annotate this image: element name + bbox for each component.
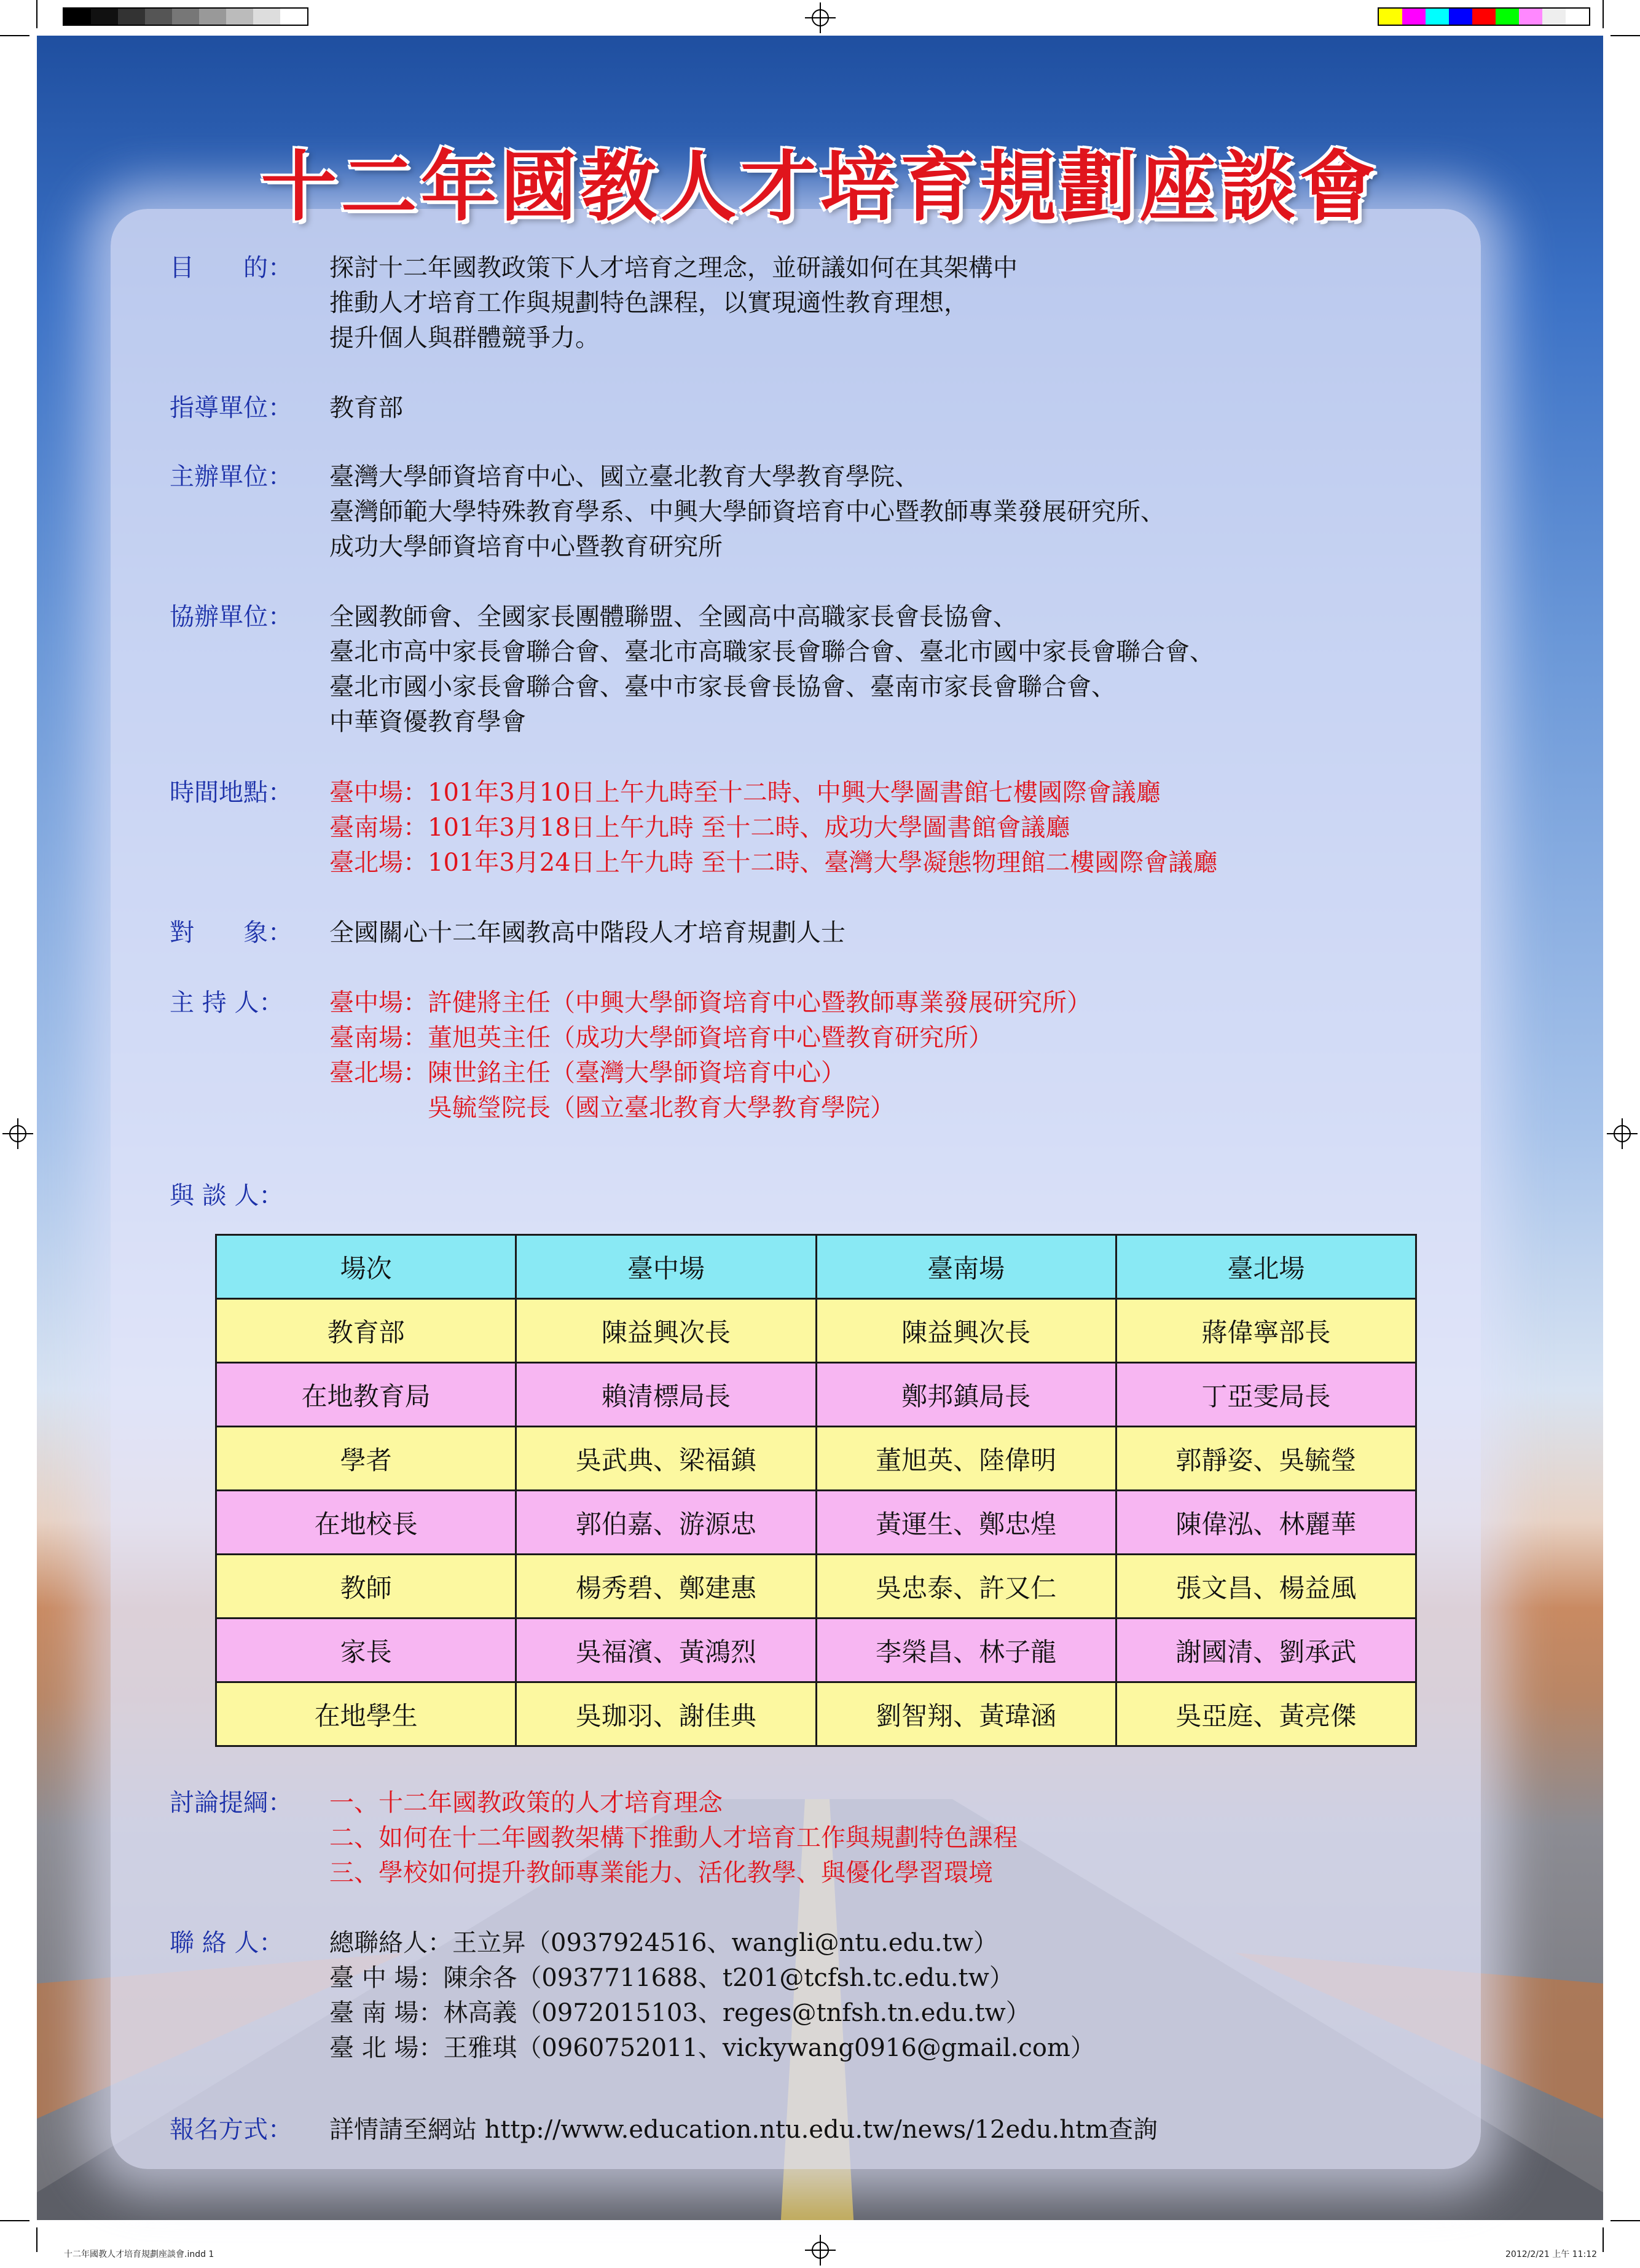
table-cell: 吳忠泰、許又仁 — [816, 1555, 1116, 1619]
crop-mark — [36, 0, 37, 28]
purpose-line: 探討十二年國教政策下人才培育之理念，並研議如何在其架構中 — [329, 254, 1018, 282]
table-cell: 吳亞庭、黃亮傑 — [1116, 1682, 1416, 1746]
contact-line: 臺 中 場：陳余各（0937711688、t201@tcfsh.tc.edu.tw） — [329, 1964, 1014, 1992]
hosts-label: 主 持 人： — [170, 989, 284, 1017]
purpose-line: 推動人才培育工作與規劃特色課程，以實現適性教育理想， — [329, 289, 968, 317]
table-row — [216, 1427, 1416, 1491]
table-cell: 郭靜姿、吳毓瑩 — [1116, 1427, 1416, 1491]
table-cell: 吳珈羽、謝佳典 — [516, 1682, 816, 1746]
co-organizer-label: 協辦單位： — [170, 603, 292, 631]
table-cell: 李榮昌、林子龍 — [816, 1619, 1116, 1682]
registration-mark-bottom — [805, 2235, 836, 2266]
co-organizer-line: 臺北市國小家長會聯合會、臺中市家長會長協會、臺南市家長會聯合會、 — [329, 673, 1116, 701]
crop-mark — [1603, 2227, 1604, 2252]
file-slug: 十二年國教人才培育規劃座談會.indd 1 — [64, 2250, 214, 2259]
schedule-label: 時間地點： — [170, 779, 292, 807]
hosts-line: 臺中場：許健將主任（中興大學師資培育中心暨教師專業發展研究所） — [329, 989, 1091, 1017]
table-cell: 家長 — [216, 1619, 516, 1682]
table-header-cell: 臺中場 — [516, 1235, 816, 1299]
registration-link[interactable]: 詳情請至網站 http://www.education.ntu.edu.tw/news/12edu.htm查詢 — [329, 2116, 1158, 2144]
table-row — [216, 1555, 1416, 1619]
table-cell: 在地教育局 — [216, 1363, 516, 1427]
crop-mark — [1611, 2220, 1640, 2221]
table-cell: 楊秀碧、鄭建惠 — [516, 1555, 816, 1619]
organizer-line: 臺灣師範大學特殊教育學系、中興大學師資培育中心暨教師專業發展研究所、 — [329, 498, 1165, 526]
table-cell: 陳益興次長 — [516, 1299, 816, 1363]
organizer-label: 主辦單位： — [170, 463, 292, 491]
table-header-cell: 臺北場 — [1116, 1235, 1416, 1299]
co-organizer-line: 臺北市高中家長會聯合會、臺北市高職家長會聯合會、臺北市國中家長會聯合會、 — [329, 638, 1214, 666]
print-timestamp: 2012/2/21 上午 11:12 — [1505, 2250, 1598, 2259]
table-row — [216, 1619, 1416, 1682]
grayscale-calibration-bar — [63, 7, 308, 26]
organizer-line: 成功大學師資培育中心暨教育研究所 — [329, 533, 723, 561]
discussion-label: 討論提綱： — [170, 1789, 292, 1817]
table-cell: 陳偉泓、林麗華 — [1116, 1491, 1416, 1555]
audience-text: 全國關心十二年國教高中階段人才培育規劃人士 — [329, 919, 846, 947]
contacts-label: 聯 絡 人： — [170, 1929, 284, 1957]
registration-mark-top — [805, 2, 836, 33]
schedule-line: 臺北場：101年3月24日上午九時 至十二時、臺灣大學凝態物理館二樓國際會議廳 — [329, 849, 1218, 877]
table-cell: 謝國清、劉承武 — [1116, 1619, 1416, 1682]
table-row — [216, 1682, 1416, 1746]
table-row — [216, 1363, 1416, 1427]
registration-label: 報名方式： — [170, 2116, 292, 2144]
table-cell: 學者 — [216, 1427, 516, 1491]
table-cell: 教師 — [216, 1555, 516, 1619]
table-cell: 吳武典、梁福鎮 — [516, 1427, 816, 1491]
panelists-table — [215, 1234, 1417, 1747]
contact-line: 臺 北 場：王雅琪（0960752011、vickywang0916@gmail.com） — [329, 2034, 1095, 2062]
co-organizer-line: 全國教師會、全國家長團體聯盟、全國高中高職家長會長協會、 — [329, 603, 1018, 631]
organizer-line: 臺灣大學師資培育中心、國立臺北教育大學教育學院、 — [329, 463, 919, 491]
hosts-line: 臺南場：董旭英主任（成功大學師資培育中心暨教育研究所） — [329, 1024, 993, 1052]
table-cell: 劉智翔、黃瑋涵 — [816, 1682, 1116, 1746]
table-cell: 陳益興次長 — [816, 1299, 1116, 1363]
crop-mark — [0, 35, 29, 36]
crop-mark — [1611, 35, 1640, 36]
panelists-label: 與 談 人： — [170, 1182, 284, 1210]
poster-title: 十二年國教人才培育規劃座談會 — [261, 143, 1379, 232]
table-cell: 在地學生 — [216, 1682, 516, 1746]
table-cell: 郭伯嘉、游源忠 — [516, 1491, 816, 1555]
purpose-label: 目 的： — [170, 254, 292, 282]
table-header-cell: 場次 — [216, 1235, 516, 1299]
registration-mark-right — [1607, 1118, 1638, 1149]
discussion-line: 一、十二年國教政策的人才培育理念 — [329, 1789, 723, 1817]
guidance-text: 教育部 — [329, 394, 403, 422]
table-cell: 吳福濱、黃鴻烈 — [516, 1619, 816, 1682]
contact-line: 總聯絡人：王立昇（0937924516、wangli@ntu.edu.tw） — [329, 1929, 998, 1957]
hosts-line: 臺北場：陳世銘主任（臺灣大學師資培育中心） — [329, 1059, 846, 1087]
guidance-label: 指導單位： — [170, 394, 292, 422]
table-cell: 張文昌、楊益風 — [1116, 1555, 1416, 1619]
table-row — [216, 1491, 1416, 1555]
table-header-cell: 臺南場 — [816, 1235, 1116, 1299]
table-cell: 蔣偉寧部長 — [1116, 1299, 1416, 1363]
table-cell: 賴清標局長 — [516, 1363, 816, 1427]
crop-mark — [1603, 0, 1604, 28]
table-cell: 丁亞雯局長 — [1116, 1363, 1416, 1427]
color-calibration-bar — [1378, 7, 1590, 26]
contact-line: 臺 南 場：林高義（0972015103、reges@tnfsh.tn.edu.tw） — [329, 1999, 1030, 2027]
crop-mark — [0, 2220, 29, 2221]
table-cell: 在地校長 — [216, 1491, 516, 1555]
registration-mark-left — [2, 1118, 33, 1149]
co-organizer-line: 中華資優教育學會 — [329, 708, 526, 736]
audience-label: 對 象： — [170, 919, 292, 947]
purpose-line: 提升個人與群體競爭力。 — [329, 324, 600, 352]
table-cell: 黃運生、鄭忠煌 — [816, 1491, 1116, 1555]
table-header-row — [216, 1235, 1416, 1299]
discussion-line: 二、如何在十二年國教架構下推動人才培育工作與規劃特色課程 — [329, 1824, 1018, 1852]
crop-mark — [36, 2227, 37, 2252]
schedule-line: 臺南場：101年3月18日上午九時 至十二時、成功大學圖書館會議廳 — [329, 814, 1070, 842]
schedule-line: 臺中場：101年3月10日上午九時至十二時、中興大學圖書館七樓國際會議廳 — [329, 779, 1161, 807]
table-cell: 教育部 — [216, 1299, 516, 1363]
table-row — [216, 1299, 1416, 1363]
table-cell: 鄭邦鎮局長 — [816, 1363, 1116, 1427]
discussion-line: 三、學校如何提升教師專業能力、活化教學、與優化學習環境 — [329, 1859, 993, 1887]
table-cell: 董旭英、陸偉明 — [816, 1427, 1116, 1491]
hosts-line: 吳毓瑩院長（國立臺北教育大學教育學院） — [329, 1094, 895, 1122]
